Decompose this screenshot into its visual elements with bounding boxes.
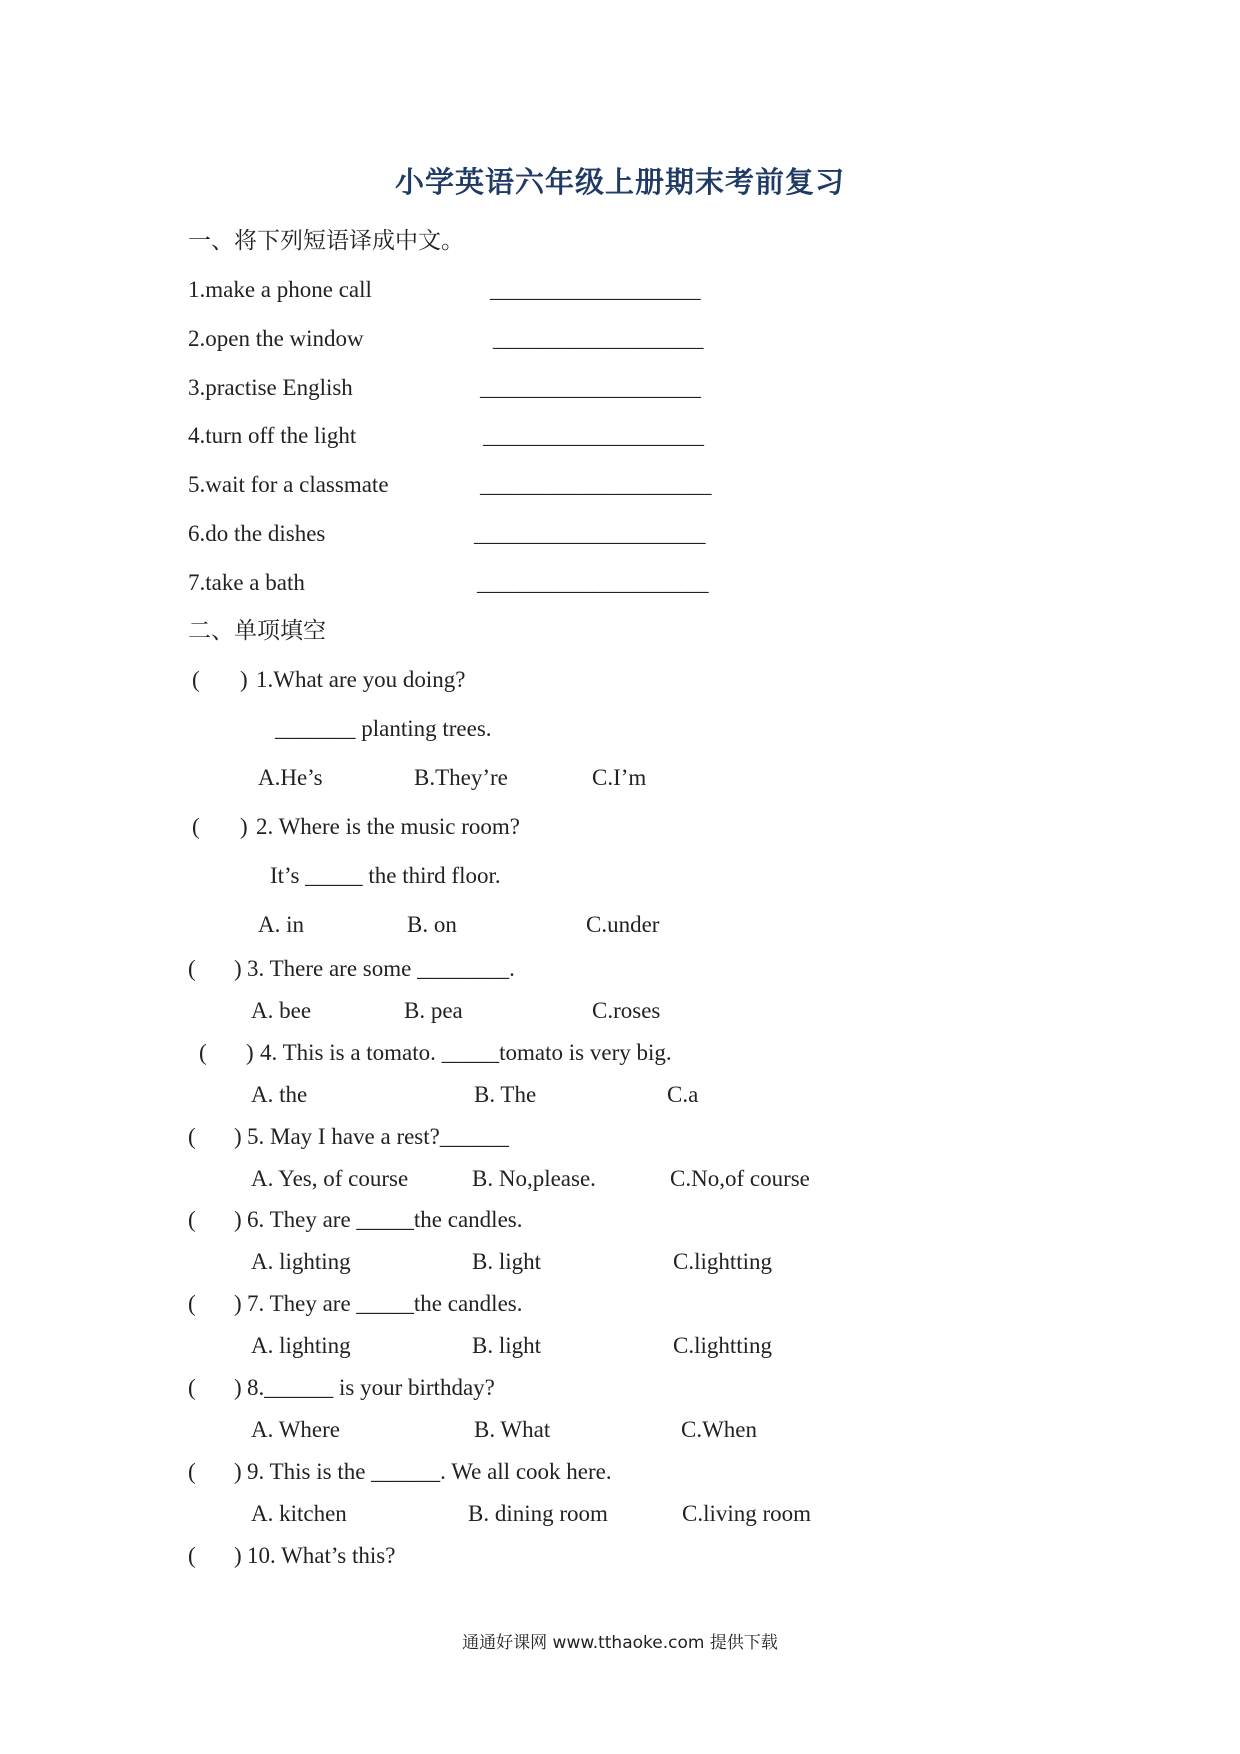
question-close-paren: ) xyxy=(234,1543,242,1568)
option-c: C.a xyxy=(667,1082,699,1107)
question-close-paren: ) xyxy=(246,1040,254,1065)
option-a: A. kitchen xyxy=(251,1501,347,1526)
answer-blank: ______________________ xyxy=(477,570,708,595)
question-close-paren: ) xyxy=(234,1375,242,1400)
question-answer-line: _______ planting trees. xyxy=(275,716,492,741)
phrase-item: 4.turn off the light xyxy=(188,423,357,448)
answer-blank: ____________________ xyxy=(493,326,703,351)
option-b: B. No,please. xyxy=(472,1166,596,1191)
question-paren: ( xyxy=(199,1040,207,1065)
option-c: C.under xyxy=(586,912,660,937)
option-b: B. on xyxy=(407,912,457,937)
option-c: C.I’m xyxy=(592,765,647,790)
question-text: 8.______ is your birthday? xyxy=(247,1375,495,1400)
answer-blank: ______________________ xyxy=(480,472,711,497)
page-title: 小学英语六年级上册期末考前复习 xyxy=(394,165,845,199)
section2-heading: 二、单项填空 xyxy=(188,618,326,644)
option-c: C.roses xyxy=(592,998,661,1023)
question-text: 7. They are _____the candles. xyxy=(247,1291,523,1316)
option-b: B. light xyxy=(472,1249,542,1274)
option-c: C.No,of course xyxy=(670,1166,810,1191)
answer-blank: _____________________ xyxy=(483,423,704,448)
option-a: A. in xyxy=(258,912,304,937)
question-paren: ( xyxy=(188,1375,196,1400)
phrase-item: 2.open the window xyxy=(188,326,364,351)
phrase-item: 5.wait for a classmate xyxy=(188,472,389,497)
question-paren: ( xyxy=(188,956,196,981)
question-close-paren: ) xyxy=(240,667,248,692)
question-text: 5. May I have a rest?______ xyxy=(247,1124,509,1149)
question-close-paren: ) xyxy=(234,1207,242,1232)
question-paren: ( xyxy=(192,667,200,692)
option-b: B. light xyxy=(472,1333,542,1358)
question-paren: ( xyxy=(188,1459,196,1484)
question-paren: ( xyxy=(192,814,200,839)
phrase-item: 1.make a phone call xyxy=(188,277,372,302)
question-text: 10. What’s this? xyxy=(247,1543,396,1568)
question-text: 2. Where is the music room? xyxy=(256,814,521,839)
question-text: 4. This is a tomato. _____tomato is very big. xyxy=(260,1040,672,1065)
option-a: A. Where xyxy=(251,1417,340,1442)
answer-blank: _____________________ xyxy=(480,375,701,400)
question-close-paren: ) xyxy=(240,814,248,839)
option-c: C.living room xyxy=(682,1501,812,1526)
option-a: A. bee xyxy=(251,998,312,1023)
option-c: C.lightting xyxy=(673,1333,773,1358)
option-a: A.He’s xyxy=(258,765,323,790)
option-a: A. Yes, of course xyxy=(251,1166,409,1191)
question-text: 6. They are _____the candles. xyxy=(247,1207,523,1232)
question-paren: ( xyxy=(188,1124,196,1149)
question-close-paren: ) xyxy=(234,1124,242,1149)
question-close-paren: ) xyxy=(234,1291,242,1316)
question-answer-line: It’s _____ the third floor. xyxy=(270,863,501,888)
option-a: A. lighting xyxy=(251,1333,351,1358)
option-b: B. The xyxy=(474,1082,537,1107)
option-b: B.They’re xyxy=(414,765,508,790)
option-b: B. pea xyxy=(404,998,463,1023)
question-paren: ( xyxy=(188,1543,196,1568)
option-b: B. dining room xyxy=(468,1501,608,1526)
option-a: A. lighting xyxy=(251,1249,351,1274)
option-c: C.When xyxy=(681,1417,758,1442)
phrase-item: 6.do the dishes xyxy=(188,521,326,546)
section1-heading: 一、将下列短语译成中文。 xyxy=(188,228,464,254)
phrase-item: 3.practise English xyxy=(188,375,353,400)
option-c: C.lightting xyxy=(673,1249,773,1274)
answer-blank: ______________________ xyxy=(474,521,705,546)
question-paren: ( xyxy=(188,1207,196,1232)
answer-blank: ____________________ xyxy=(490,277,700,302)
page-footer: 通通好课网 www.tthaoke.com 提供下载 xyxy=(462,1633,778,1653)
question-close-paren: ) xyxy=(234,956,242,981)
option-b: B. What xyxy=(474,1417,551,1442)
phrase-item: 7.take a bath xyxy=(188,570,305,595)
question-text: 1.What are you doing? xyxy=(256,667,466,692)
question-paren: ( xyxy=(188,1291,196,1316)
question-text: 9. This is the ______. We all cook here. xyxy=(247,1459,612,1484)
question-text: 3. There are some ________. xyxy=(247,956,515,981)
question-close-paren: ) xyxy=(234,1459,242,1484)
option-a: A. the xyxy=(251,1082,308,1107)
